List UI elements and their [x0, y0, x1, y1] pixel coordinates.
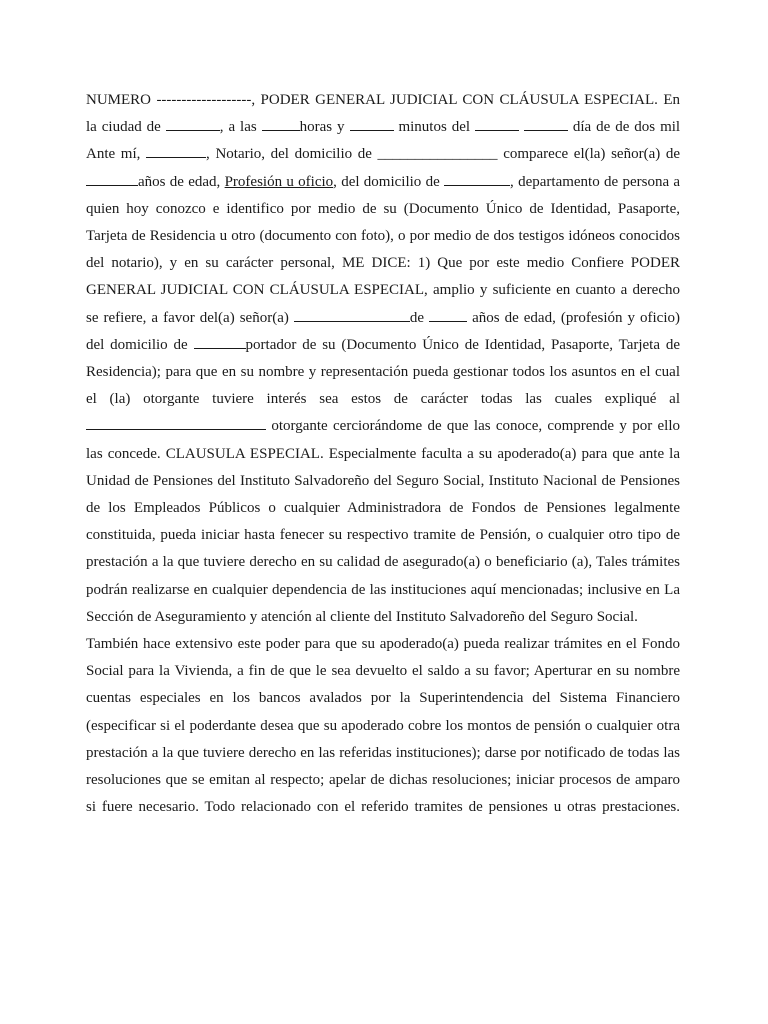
blank-grantor-age — [86, 173, 138, 186]
blank-notary-name — [146, 145, 206, 158]
doc-title: , PODER GENERAL JUDICIAL CON CLÁUSULA ESPECIAL. En — [251, 92, 680, 108]
blank-attorney-domicile — [194, 336, 246, 349]
document-body — [86, 87, 680, 821]
doc-number-header: NUMERO ------------------- — [86, 92, 252, 108]
blank-month — [524, 118, 568, 131]
blank-hours — [262, 118, 300, 131]
blank-minutes — [350, 118, 394, 131]
blank-grantor-name-line — [86, 417, 266, 430]
blank-attorney-name — [294, 309, 410, 322]
profession-field-label: Profesión u oficio — [224, 173, 334, 190]
paragraph-poder: NUMERO -------------------, PODER GENERAL JUDICIAL CON CLÁUSULA ESPECIAL. En la ciudad de , a las horas y minutos del día de de dos mil Ante mí, , Notario, del domicilio de ________________ comparece el(la) señor(a) de años de edad, Profesión u oficio, del domicilio de , departamento de persona a quien hoy conozco e identifico por medio de su (Documento Único de Identidad, Pasaporte, Tarjeta de Residencia u otro (documento con foto), o por medio de dos testigos idóneos conocidos del notario), y en su carácter personal, ME DICE: 1) Que por este medio Confiere PODER GENERAL JUDICIAL CON CLÁUSULA ESPECIAL, amplio y suficiente en cuanto a derecho se refiere, a favor del(a) señor(a) de años de edad, (profesión y oficio) del domicilio de portador de su (Documento Único de Identidad, Pasaporte, Tarjeta de Residencia); para que en su nombre y representación pueda gestionar todos los asuntos en el cual el (la) otorgante tuviere interés sea estos de carácter todas las cuales expliqué al otorgante cerciorándome de que las conoce, comprende y por ello las concede. CLAUSULA ESPECIAL. Especialmente faculta a su apoderado(a) para que ante la Unidad de Pensiones del Instituto Salvadoreño del Seguro Social, Instituto Nacional de Pensiones de los Empleados Públicos o cualquier Administradora de Fondos de Pensiones legalmente constituida, pueda iniciar hasta fenecer su respectivo tramite de Pensión, o cualquier otro tipo de prestación a la que tuviere derecho en su calidad de asegurado(a) o beneficiario (a), Tales trámites podrán realizarse en cualquier dependencia de las instituciones aquí mencionadas; inclusive en La Sección de Aseguramiento y atención al cliente del Instituto Salvadoreño del Seguro Social. — [86, 92, 681, 625]
blank-day — [475, 118, 519, 131]
blank-attorney-age — [429, 309, 467, 322]
blank-grantor-domicile — [444, 173, 510, 186]
paragraph-extension: También hace extensivo este poder para que su apoderado(a) pueda realizar trámites en el Fondo Social para la Vivienda, a fin de que le sea devuelto el saldo a su favor; Aperturar en su nombre cuentas especiales en los bancos avalados por la Superintendencia del Sistema Financiero (especificar si el poderdante desea que su apoderado cobre los montos de pensión o cualquier otra prestación a la que tuviere derecho en las referidas instituciones); darse por notificado de todas las resoluciones que se emitan al respecto; apelar de dichas resoluciones; iniciar procesos de amparo si fuere necesario. Todo relacionado con el referido tramites de pensiones u otras prestaciones. — [86, 636, 680, 816]
blank-city — [166, 118, 220, 131]
